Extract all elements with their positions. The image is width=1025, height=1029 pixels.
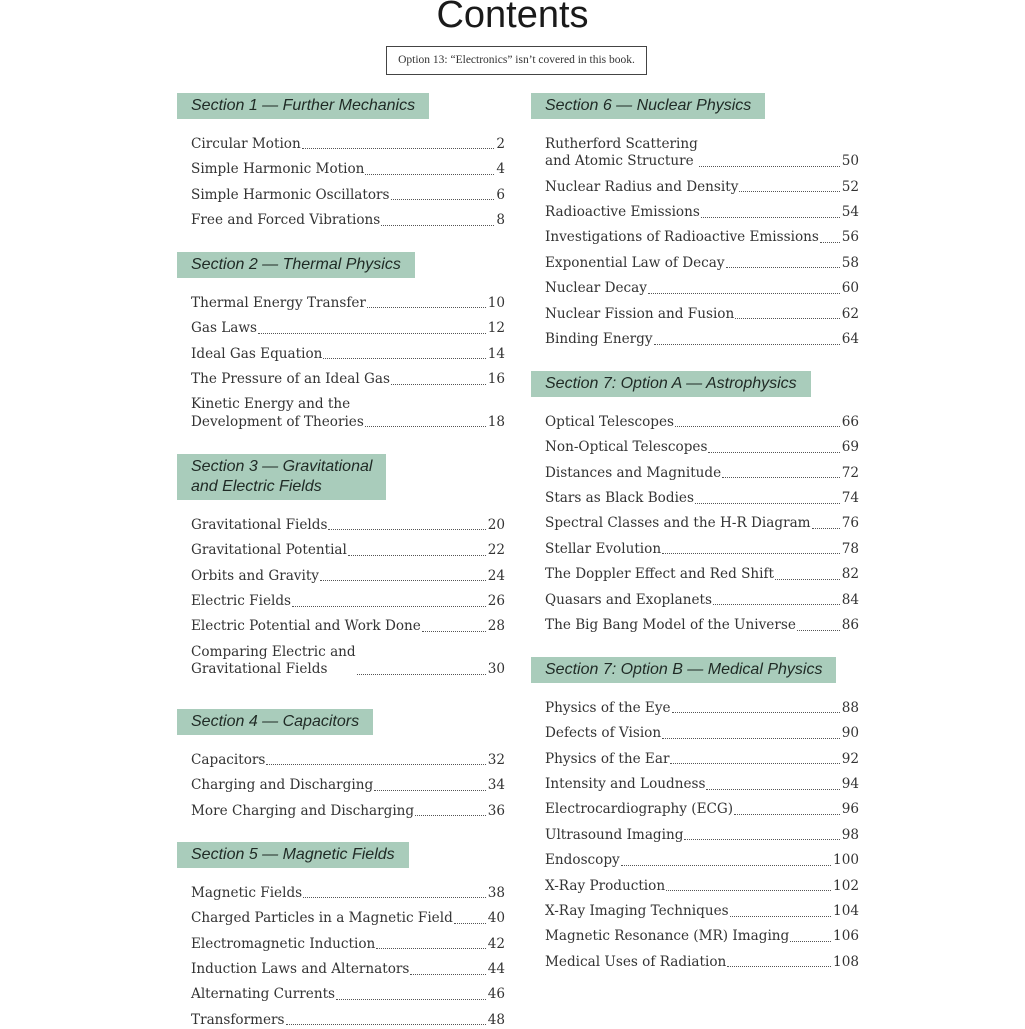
toc-entry [191,312,505,337]
toc-entry [545,921,859,946]
toc-entry [191,769,505,794]
dot-leader [726,266,840,268]
dot-leader [258,332,486,334]
dot-leader [713,603,840,605]
toc-entry [191,153,505,178]
toc-entry-title: X-Ray Imaging Techniques [545,903,729,920]
toc-entry [545,482,859,507]
toc-entry [191,877,505,902]
toc-entry-title: Defects of Vision [545,725,662,742]
dot-leader [727,965,831,967]
toc-entry [545,247,859,272]
section-heading: Section 4 — Capacitors [177,709,373,735]
toc-entry [545,946,859,971]
toc-page-number: 28 [487,618,505,635]
toc-entry [191,560,505,585]
toc-entry-title: Transformers [191,1011,285,1028]
toc-page-number: 58 [841,254,859,271]
dot-leader [734,813,840,815]
dot-leader [672,711,840,713]
section-heading: Section 6 — Nuclear Physics [531,93,765,119]
toc-entry-title: Nuclear Radius and Density [545,178,739,195]
dot-leader [348,554,486,556]
toc-entry-title: Optical Telescopes [545,413,674,430]
toc-page-number: 108 [833,953,859,970]
toc-entry-title: Charged Particles in a Magnetic Field [191,910,453,927]
toc-entry [191,928,505,953]
toc-entry [191,744,505,769]
toc-entry-title: Circular Motion [191,135,301,152]
toc-entry [545,819,859,844]
toc-page-number: 46 [487,986,505,1003]
dot-leader [670,762,839,764]
toc-entry [545,717,859,742]
toc-page-number: 30 [487,661,505,678]
toc-entry-title: Electric Potential and Work Done [191,618,421,635]
toc-entry [545,584,859,609]
toc-entry-title: Stars as Black Bodies [545,490,694,507]
toc-page-number: 18 [487,413,505,430]
toc-entry-list [177,128,505,230]
dot-leader [662,737,840,739]
toc-entry-title: Distances and Magnitude [545,464,722,481]
toc-section [531,371,859,635]
toc-entry-title: Kinetic Energy and the Development of Theories [191,396,364,430]
toc-entry [545,844,859,869]
toc-entry [191,389,505,432]
toc-entry-title: Simple Harmonic Oscillators [191,186,390,203]
toc-page-number: 34 [487,777,505,794]
toc-entry-title: The Doppler Effect and Red Shift [545,566,775,583]
section-heading: Section 7: Option B — Medical Physics [531,657,836,683]
dot-leader [662,552,840,554]
toc-entry-list [177,877,505,1029]
toc-entry [191,179,505,204]
dot-leader [675,425,840,427]
dot-leader [654,343,840,345]
toc-entry [545,895,859,920]
dot-leader [365,173,494,175]
toc-page-number: 62 [841,305,859,322]
toc-entry-list [177,744,505,820]
toc-section [177,93,505,230]
toc-page-number: 12 [487,320,505,337]
dot-leader [292,605,486,607]
toc-page-number: 44 [487,961,505,978]
toc-entry-title: Gas Laws [191,320,258,337]
toc-entry-title: Electromagnetic Induction [191,935,376,952]
section-heading: Section 2 — Thermal Physics [177,252,415,278]
toc-entry [191,338,505,363]
toc-entry-list [531,406,859,635]
toc-page-number: 52 [841,178,859,195]
toc-entry [191,611,505,636]
toc-page-number: 6 [496,186,505,203]
toc-page-number: 84 [841,591,859,608]
toc-section [177,709,505,820]
dot-leader [820,241,840,243]
toc-entry-list [531,692,859,971]
toc-page-number: 40 [487,910,505,927]
toc-entry [545,457,859,482]
toc-page-number: 42 [487,935,505,952]
dot-leader [367,306,486,308]
toc-page-number: 82 [841,566,859,583]
toc-page-number: 66 [841,413,859,430]
toc-entry-title: Magnetic Fields [191,884,303,901]
toc-entry-title: Gravitational Potential [191,542,347,559]
dot-leader [320,579,486,581]
toc-entry-title: Simple Harmonic Motion [191,161,365,178]
dot-leader [266,763,485,765]
toc-entry-title: Binding Energy [545,331,653,348]
dot-leader [391,198,495,200]
dot-leader [790,940,831,942]
toc-entry [191,509,505,534]
toc-entry-title: X-Ray Production [545,877,666,894]
toc-page-number: 92 [841,750,859,767]
toc-entry-title: Induction Laws and Alternators [191,961,410,978]
toc-entry [191,128,505,153]
dot-leader [381,224,494,226]
toc-entry-title: Exponential Law of Decay [545,254,725,271]
toc-entry-list [177,509,505,679]
dot-leader [735,317,839,319]
toc-section [177,454,505,679]
dot-leader [410,973,485,975]
section-heading: Section 3 — Gravitational and Electric Fields [177,454,386,500]
toc-entry-title: Electric Fields [191,593,292,610]
dot-leader [336,998,486,1000]
toc-page-number: 22 [487,542,505,559]
toc-entry-title: Non-Optical Telescopes [545,439,708,456]
toc-entry-title: Thermal Energy Transfer [191,294,366,311]
toc-page-number: 96 [841,801,859,818]
dot-leader [775,578,840,580]
dot-leader [328,528,485,530]
toc-entry-title: Medical Uses of Radiation [545,953,727,970]
toc-entry-title: Magnetic Resonance (MR) Imaging [545,928,790,945]
toc-page-number: 24 [487,567,505,584]
dot-leader [415,814,486,816]
toc-page-number: 14 [487,345,505,362]
toc-entry [545,768,859,793]
toc-page-number: 90 [841,725,859,742]
dot-leader [365,425,486,427]
toc-page-number: 36 [487,802,505,819]
page-title: Contents [436,0,589,36]
toc-entry-title: Orbits and Gravity [191,567,319,584]
toc-entry-title: Comparing Electric and Gravitational Fields [191,643,356,678]
toc-entry [191,534,505,559]
toc-entry [545,431,859,456]
dot-leader [666,889,831,891]
toc-entry-title: Gravitational Fields [191,516,328,533]
toc-page-number: 38 [487,884,505,901]
toc-page-number: 98 [841,826,859,843]
dot-leader [812,527,840,529]
section-heading: Section 5 — Magnetic Fields [177,842,409,868]
toc-entry-title: More Charging and Discharging [191,802,415,819]
toc-page-number: 76 [841,515,859,532]
toc-entry-title: Physics of the Eye [545,699,671,716]
toc-page-number: 32 [487,751,505,768]
toc-entry [545,533,859,558]
dot-leader [323,357,485,359]
toc-page-number: 2 [496,135,505,152]
dot-leader [730,915,831,917]
toc-entry-title: The Big Bang Model of the Universe [545,617,796,634]
toc-entry-title: Nuclear Fission and Fusion [545,305,735,322]
toc-entry-title: Rutherford Scattering and Atomic Structure [545,135,698,170]
coverage-note: Option 13: “Electronics” isn’t covered in this book. [386,46,647,75]
toc-entry [191,585,505,610]
toc-entry-title: Radioactive Emissions [545,204,700,221]
dot-leader [357,673,486,675]
toc-page-number: 74 [841,490,859,507]
toc-page-number: 60 [841,280,859,297]
toc-page-number: 88 [841,699,859,716]
toc-entry-title: Capacitors [191,751,266,768]
toc-entry [191,204,505,229]
toc-entry [191,363,505,388]
toc-entry-title: Intensity and Loudness [545,776,706,793]
toc-entry [545,794,859,819]
toc-section [531,93,859,349]
toc-entry [191,636,505,679]
dot-leader [701,216,840,218]
toc-entry [545,196,859,221]
toc-entry-title: Quasars and Exoplanets [545,591,712,608]
dot-leader [303,896,486,898]
toc-page-number: 104 [833,903,859,920]
toc-page-number: 16 [487,371,505,388]
toc-page-number: 64 [841,331,859,348]
toc-page-number: 20 [487,516,505,533]
toc-page-number: 8 [496,212,505,229]
toc-page-number: 50 [841,153,859,170]
dot-leader [286,1023,486,1025]
toc-entry [545,222,859,247]
toc-page-number: 86 [841,617,859,634]
toc-entry [191,795,505,820]
toc-page-number: 26 [487,593,505,610]
toc-entry-list [531,128,859,349]
toc-page-number: 94 [841,776,859,793]
toc-entry [545,272,859,297]
toc-entry [545,743,859,768]
dot-leader [302,147,495,149]
toc-entry [545,609,859,634]
toc-entry [545,558,859,583]
toc-entry-list [177,287,505,431]
toc-entry [545,508,859,533]
toc-page-number: 106 [833,928,859,945]
dot-leader [706,788,839,790]
dot-leader [621,864,831,866]
dot-leader [708,451,839,453]
toc-entry-title: Ideal Gas Equation [191,345,323,362]
toc-page-number: 54 [841,204,859,221]
dot-leader [797,629,840,631]
dot-leader [391,383,486,385]
toc-entry-title: Alternating Currents [191,986,336,1003]
dot-leader [454,922,486,924]
toc-page-number: 69 [841,439,859,456]
toc-page-number: 72 [841,464,859,481]
toc-entry-title: Spectral Classes and the H-R Diagram [545,515,811,532]
toc-entry [545,870,859,895]
toc-entry [545,692,859,717]
toc-section [177,842,505,1029]
toc-entry-title: Stellar Evolution [545,540,662,557]
toc-section [531,657,859,971]
toc-page-number: 102 [833,877,859,894]
toc-page-number: 100 [833,852,859,869]
toc-section [177,252,505,431]
toc-entry-title: Electrocardiography (ECG) [545,801,734,818]
toc-page-number: 10 [487,294,505,311]
dot-leader [739,190,839,192]
dot-leader [648,292,840,294]
toc-entry [191,1004,505,1029]
toc-page-number: 4 [496,161,505,178]
toc-entry [545,298,859,323]
toc-entry-title: Ultrasound Imaging [545,826,684,843]
toc-entry [191,953,505,978]
dot-leader [699,165,840,167]
toc-entry [191,287,505,312]
toc-entry [191,979,505,1004]
dot-leader [722,476,840,478]
dot-leader [374,789,486,791]
toc-page-number: 78 [841,540,859,557]
section-heading: Section 1 — Further Mechanics [177,93,429,119]
toc-entry-title: Nuclear Decay [545,280,647,297]
toc-entry [191,902,505,927]
toc-entry-title: Investigations of Radioactive Emissions [545,229,819,246]
section-heading: Section 7: Option A — Astrophysics [531,371,811,397]
toc-entry-title: Physics of the Ear [545,750,670,767]
toc-entry [545,171,859,196]
toc-entry [545,323,859,348]
toc-entry-title: Free and Forced Vibrations [191,212,381,229]
toc-entry-title: The Pressure of an Ideal Gas [191,371,390,388]
dot-leader [695,502,840,504]
toc-page-number: 56 [841,229,859,246]
toc-page-number: 48 [487,1011,505,1028]
dot-leader [422,630,486,632]
toc-entry-title: Charging and Discharging [191,777,374,794]
dot-leader [684,838,839,840]
toc-entry [545,128,859,171]
toc-entry-title: Endoscopy [545,852,620,869]
dot-leader [376,947,485,949]
toc-entry [545,406,859,431]
